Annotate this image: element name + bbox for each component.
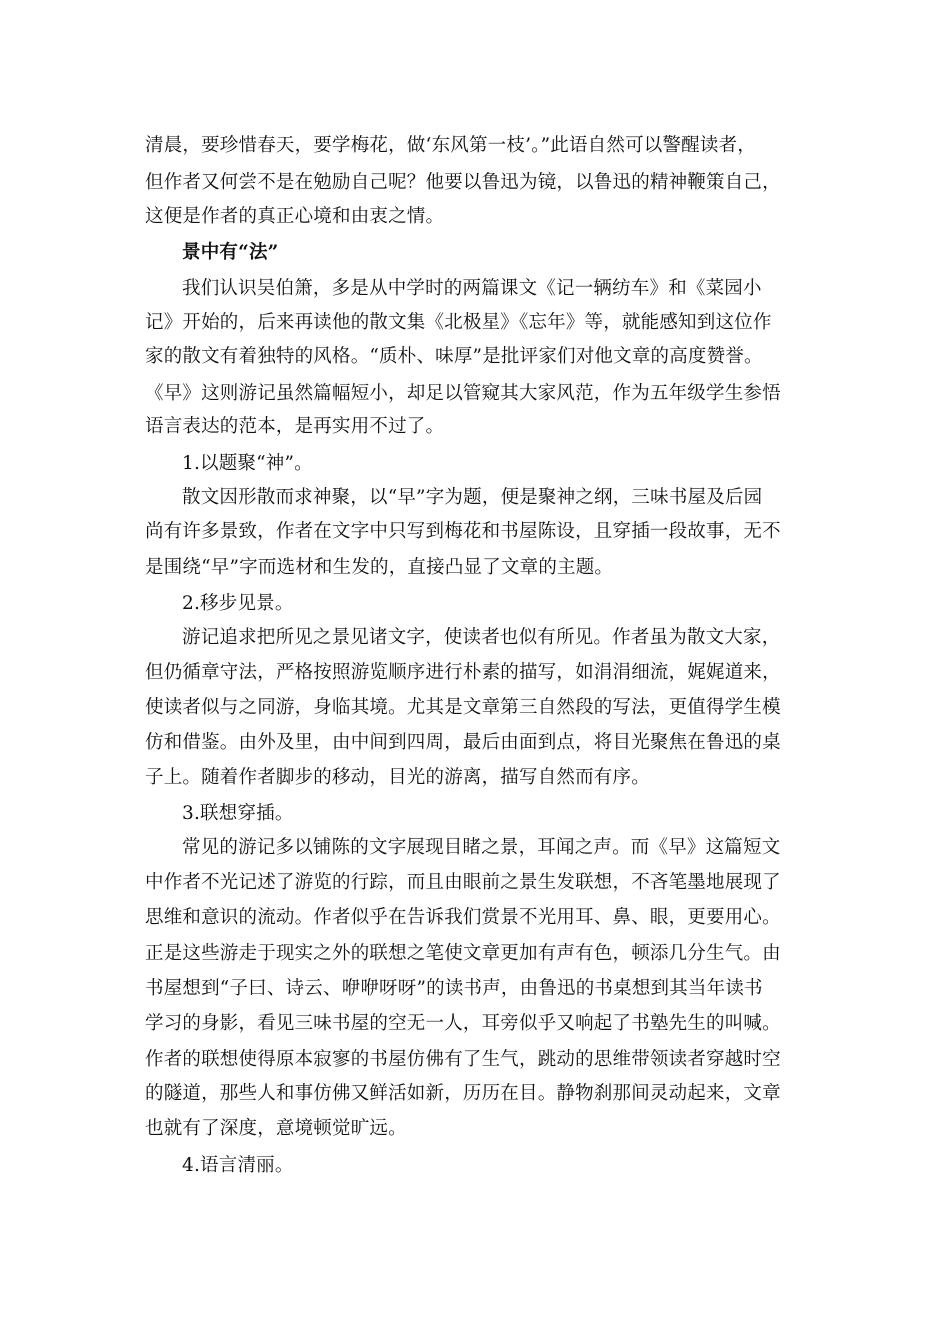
paragraph-line: 使读者似与之同游，身临其境。尤其是文章第三自然段的写法，更值得学生模 <box>145 697 781 718</box>
paragraph-line: 书屋想到“子曰、诗云、咿咿呀呀”的读书声，由鲁迅的书桌想到其当年读书 <box>145 978 763 999</box>
paragraph-line: 这便是作者的真正心境和由衷之情。 <box>145 206 445 227</box>
paragraph-line: 清晨，要珍惜春天，要学梅花，做‘东风第一枝’。”此语自然可以警醒读者， <box>145 135 756 156</box>
section-heading: 景中有“法” <box>182 242 279 263</box>
list-heading: 1.以题聚“神”。 <box>182 453 313 474</box>
paragraph-line: 尚有许多景致，作者在文字中只写到梅花和书屋陈设，且穿插一段故事，无不 <box>145 521 781 542</box>
paragraph-line: 但作者又何尝不是在勉励自己呢？他要以鲁迅为镜，以鲁迅的精神鞭策自己， <box>145 172 781 193</box>
paragraph-line: 游记追求把所见之景见诸文字，使读者也似有所见。作者虽为散文大家， <box>182 627 781 648</box>
paragraph-line: 中作者不光记述了游览的行踪，而且由眼前之景生发联想，不吝笔墨地展现了 <box>145 872 781 893</box>
paragraph-line: 散文因形散而求神聚，以“早”字为题，便是聚神之纲，三味书屋及后园 <box>182 487 763 508</box>
paragraph-line: 我们认识吴伯箫，多是从中学时的两篇课文《记一辆纺车》和《菜园小 <box>182 278 762 299</box>
paragraph-line: 子上。随着作者脚步的移动，目光的游离，描写自然而有序。 <box>145 767 650 788</box>
paragraph-line: 思维和意识的流动。作者似乎在告诉我们赏景不光用耳、鼻、眼，更要用心。 <box>145 907 781 928</box>
list-heading: 3.联想穿插。 <box>182 803 294 824</box>
paragraph-line: 学习的身影，看见三味书屋的空无一人，耳旁似乎又响起了书塾先生的叫喊。 <box>145 1013 781 1034</box>
paragraph-line: 家的散文有着独特的风格。“质朴、味厚”是批评家们对他文章的高度赞誉。 <box>145 346 763 367</box>
paragraph-line: 《早》这则游记虽然篇幅短小，却足以管窥其大家风范，作为五年级学生参悟 <box>145 383 781 404</box>
paragraph-line: 语言表达的范本，是再实用不过了。 <box>145 416 445 437</box>
paragraph-line: 仿和借鉴。由外及里，由中间到四周，最后由面到点，将目光聚焦在鲁迅的桌 <box>145 732 781 753</box>
paragraph-line: 正是这些游走于现实之外的联想之笔使文章更加有声有色，顿添几分生气。由 <box>145 943 781 964</box>
paragraph-line: 是围绕“早”字而选材和生发的，直接凸显了文章的主题。 <box>145 557 614 578</box>
paragraph-line: 作者的联想使得原本寂寥的书屋仿佛有了生气，跳动的思维带领读者穿越时空 <box>145 1049 781 1070</box>
paragraph-line: 常见的游记多以铺陈的文字展现目睹之景，耳闻之声。而《早》这篇短文 <box>182 837 781 858</box>
paragraph-line: 记》开始的，后来再读他的散文集《北极星》《忘年》等，就能感知到这位作 <box>145 312 772 333</box>
list-heading: 2.移步见景。 <box>182 593 294 614</box>
paragraph-line: 也就有了深度，意境顿觉旷远。 <box>145 1118 407 1139</box>
paragraph-line: 的隧道，那些人和事仿佛又鲜活如新，历历在目。静物刹那间灵动起来，文章 <box>145 1083 781 1104</box>
paragraph-line: 但仍循章守法，严格按照游览顺序进行朴素的描写，如涓涓细流，娓娓道来， <box>145 662 781 683</box>
list-heading: 4.语言清丽。 <box>182 1155 294 1176</box>
